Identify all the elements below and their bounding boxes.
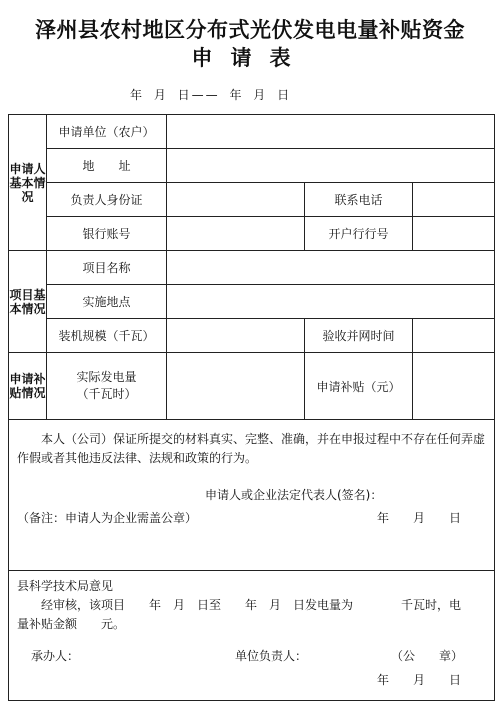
opinion-heading: 县科学技术局意见 xyxy=(17,579,114,593)
group-applicant: 申请人基本情况 xyxy=(9,115,47,251)
field-generation[interactable] xyxy=(167,353,305,420)
label-id: 负责人身份证 xyxy=(47,183,167,217)
label-bank: 开户行行号 xyxy=(305,217,413,251)
field-subsidy-amount[interactable] xyxy=(413,353,495,420)
field-grid-time[interactable] xyxy=(413,319,495,353)
seal-note: （备注：申请人为企业需盖公章） xyxy=(17,511,198,525)
application-form-table xyxy=(8,114,495,701)
handler-label: 承办人： xyxy=(31,649,80,663)
form-title-line1: 泽州县农村地区分布式光伏发电电量补贴资金 xyxy=(35,18,465,42)
label-address: 地 址 xyxy=(47,149,167,183)
label-generation-line1: 实际发电量 xyxy=(76,370,137,384)
label-bank-account: 银行账号 xyxy=(47,217,167,251)
opinion-line2: 量补贴金额 元。 xyxy=(17,617,126,631)
opinion-date: 年 月 日 xyxy=(377,673,462,687)
group-subsidy: 申请补贴情况 xyxy=(9,353,47,420)
label-generation-line2: （千瓦时） xyxy=(76,387,137,401)
label-unit: 申请单位（农户） xyxy=(47,115,167,149)
field-phone[interactable] xyxy=(413,183,495,217)
field-capacity[interactable] xyxy=(167,319,305,353)
date-range-line: 年 月 日—— 年 月 日 xyxy=(130,88,292,102)
seal-label: （公 章） xyxy=(391,649,464,663)
label-capacity: 装机规模（千瓦） xyxy=(47,319,167,353)
field-site[interactable] xyxy=(167,285,495,319)
form-title-line2: 申请表 xyxy=(191,46,309,70)
field-address[interactable] xyxy=(167,149,495,183)
label-generation xyxy=(47,353,167,420)
field-project-name[interactable] xyxy=(167,251,495,285)
group-project: 项目基本情况 xyxy=(9,251,47,353)
label-site: 实施地点 xyxy=(47,285,167,319)
label-project-name: 项目名称 xyxy=(47,251,167,285)
field-id[interactable] xyxy=(167,183,305,217)
label-subsidy-amount: 申请补贴（元） xyxy=(305,353,413,420)
label-phone: 联系电话 xyxy=(305,183,413,217)
signature-label: 申请人或企业法定代表人(签名)： xyxy=(205,488,383,502)
unit-head-label: 单位负责人： xyxy=(235,649,308,663)
field-bank[interactable] xyxy=(413,217,495,251)
label-grid-time: 验收并网时间 xyxy=(305,319,413,353)
field-bank-account[interactable] xyxy=(167,217,305,251)
declaration-text: 本人（公司）保证所提交的材料真实、完整、准确，并在申报过程中不存在任何弄虚作假或者其他违反法律、法规和政策的行为。 xyxy=(17,432,486,465)
opinion-line1: 经审核，该项目 年 月 日至 年 月 日发电量为 千瓦时，电 xyxy=(41,598,462,612)
opinion-section xyxy=(9,571,495,701)
declaration-date: 年 月 日 xyxy=(377,511,462,525)
declaration-section xyxy=(9,420,495,571)
field-unit[interactable] xyxy=(167,115,495,149)
